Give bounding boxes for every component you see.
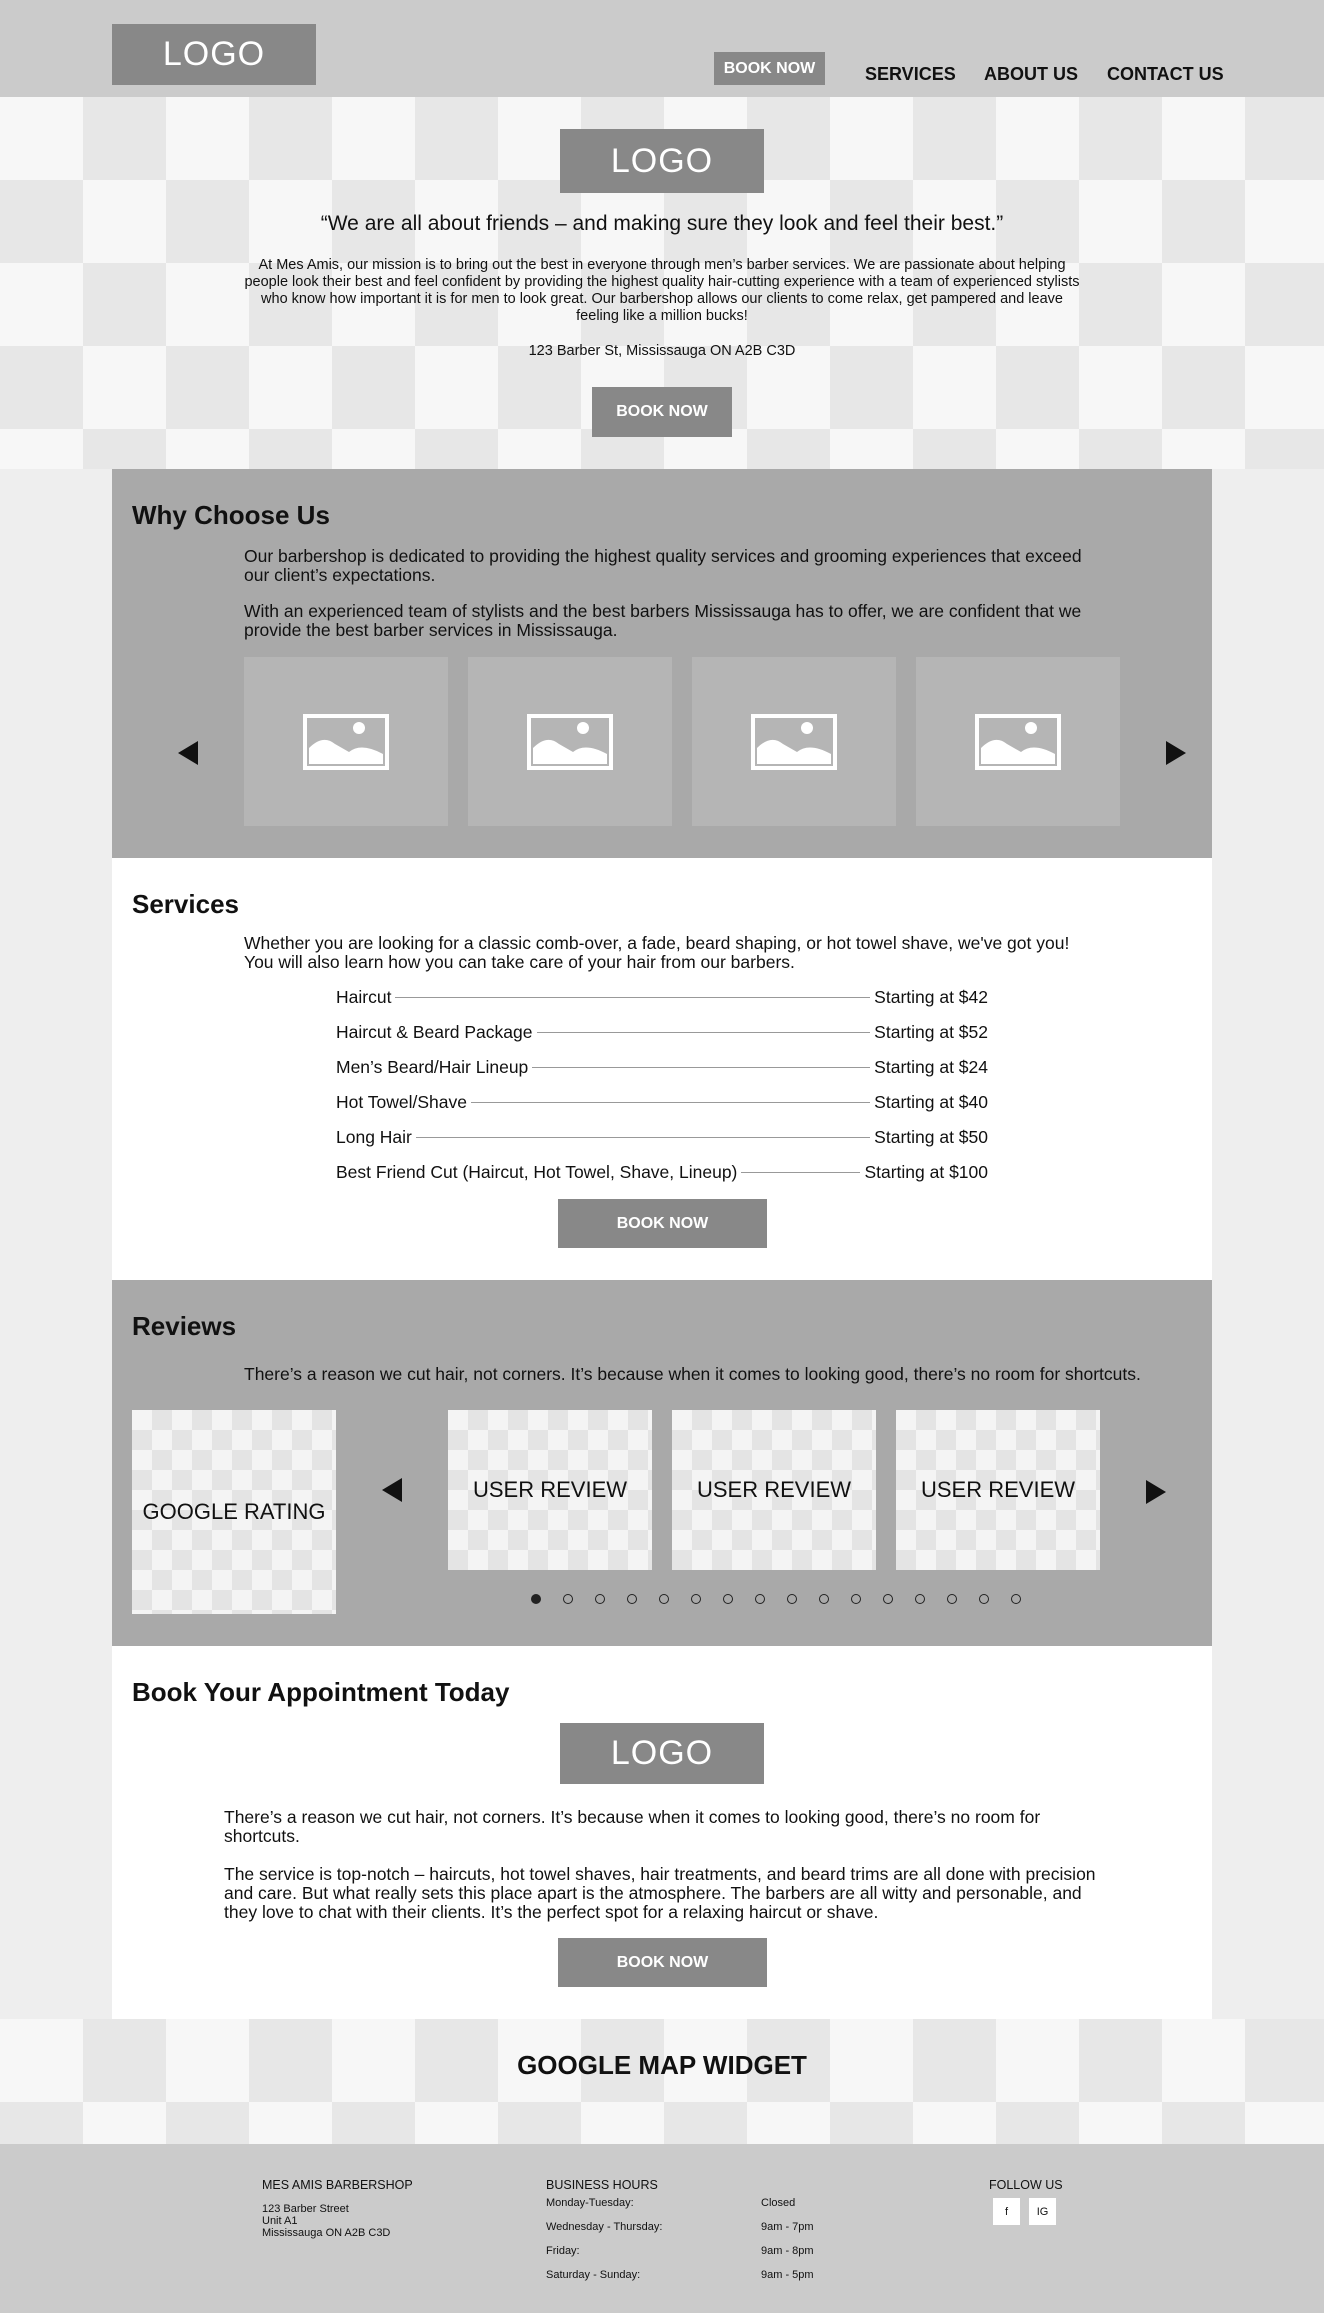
services-section — [112, 858, 1212, 1280]
hours-time: 9am - 7pm — [761, 2221, 814, 2233]
carousel-dot[interactable] — [723, 1594, 733, 1604]
services-book-now-button[interactable]: BOOK NOW — [558, 1199, 767, 1248]
facebook-icon[interactable]: f — [993, 2198, 1020, 2225]
hours-time: 9am - 5pm — [761, 2269, 814, 2281]
gallery-image — [692, 657, 896, 826]
service-row — [336, 1021, 988, 1043]
service-price: Starting at $50 — [874, 1126, 988, 1147]
carousel-dot[interactable] — [1011, 1594, 1021, 1604]
book-appointment-section — [112, 1646, 1212, 2019]
book-para-1: There’s a reason we cut hair, not corners. It’s because when it comes to looking good, there’s no room for shortcuts. — [224, 1807, 1041, 1846]
reviews-title: Reviews — [132, 1311, 237, 1341]
carousel-dot[interactable] — [851, 1594, 861, 1604]
service-row — [336, 1091, 988, 1113]
services-intro-line-2: You will also learn how you can take care of your hair from our barbers. — [244, 952, 795, 972]
service-name: Haircut — [336, 986, 392, 1007]
footer-hours-title: BUSINESS HOURS — [546, 2178, 658, 2192]
leader-line — [416, 1137, 870, 1138]
service-price: Starting at $24 — [874, 1056, 988, 1077]
service-price: Starting at $52 — [874, 1021, 988, 1042]
hero-address: 123 Barber St, Mississauga ON A2B C3D — [528, 343, 796, 359]
why-para-2: With an experienced team of stylists and the best barbers Mississauga has to offer, we are confident that we provide the best barber services in Mississauga. — [244, 601, 1082, 640]
map-widget[interactable] — [0, 2019, 1324, 2144]
carousel-dot[interactable] — [531, 1594, 541, 1604]
carousel-dot[interactable] — [883, 1594, 893, 1604]
carousel-dot[interactable] — [691, 1594, 701, 1604]
service-row — [336, 1056, 988, 1078]
service-name: Long Hair — [336, 1126, 412, 1147]
nav-contact-us[interactable]: CONTACT US — [1107, 64, 1224, 84]
book-title: Book Your Appointment Today — [132, 1677, 510, 1707]
book-logo: LOGO — [560, 1723, 764, 1784]
book-now-button[interactable]: BOOK NOW — [558, 1938, 767, 1987]
service-price: Starting at $42 — [874, 986, 988, 1007]
image-icon — [751, 714, 837, 770]
instagram-icon[interactable]: IG — [1029, 2198, 1056, 2225]
nav-about-us[interactable]: ABOUT US — [984, 64, 1078, 84]
leader-line — [471, 1102, 870, 1103]
book-para-2: The service is top-notch – haircuts, hot towel shaves, hair treatments, and beard trims are all done with precision and care. But what really sets this place apart is the atmosphere. The barbers are all witty and personable, and they love to chat with their clients. It’s the perfect spot for a relaxing haircut or shave. — [224, 1864, 1096, 1922]
image-icon — [303, 714, 389, 770]
gallery-image — [244, 657, 448, 826]
leader-line — [395, 997, 870, 998]
header-book-now-button[interactable]: BOOK NOW — [714, 52, 825, 85]
gallery-prev-arrow[interactable] — [178, 741, 198, 765]
reviews-prev-arrow[interactable] — [382, 1478, 402, 1502]
carousel-dot[interactable] — [915, 1594, 925, 1604]
carousel-dot[interactable] — [787, 1594, 797, 1604]
services-title: Services — [132, 889, 239, 919]
footer-business-name: MES AMIS BARBERSHOP — [262, 2178, 413, 2192]
service-price: Starting at $40 — [874, 1091, 988, 1112]
why-para-1: Our barbershop is dedicated to providing the highest quality services and grooming experiences that exceed our client’s expectations. — [244, 546, 1082, 585]
hero-book-now-button[interactable]: BOOK NOW — [592, 387, 732, 437]
leader-line — [537, 1032, 871, 1033]
reviews-intro: There’s a reason we cut hair, not corners. It’s because when it comes to looking good, there’s no room for shortcuts. — [244, 1364, 1141, 1384]
carousel-dot[interactable] — [627, 1594, 637, 1604]
map-widget-label: GOOGLE MAP WIDGET — [517, 2050, 807, 2080]
service-row — [336, 1126, 988, 1148]
image-icon — [527, 714, 613, 770]
carousel-dot[interactable] — [819, 1594, 829, 1604]
footer-follow-title: FOLLOW US — [989, 2178, 1063, 2192]
leader-line — [532, 1067, 870, 1068]
hero-quote: “We are all about friends – and making sure they look and feel their best.” — [320, 212, 1004, 235]
hero-logo: LOGO — [560, 129, 764, 193]
hours-days: Wednesday - Thursday: — [546, 2221, 663, 2233]
service-name: Men’s Beard/Hair Lineup — [336, 1056, 529, 1077]
reviews-section — [112, 1280, 1212, 1646]
header-logo[interactable]: LOGO — [112, 24, 316, 85]
carousel-dot[interactable] — [755, 1594, 765, 1604]
user-review-card[interactable]: USER REVIEW — [672, 1410, 876, 1570]
service-name: Hot Towel/Shave — [336, 1091, 468, 1112]
footer-address-line: 123 Barber Street — [262, 2203, 349, 2215]
service-price: Starting at $100 — [864, 1161, 988, 1182]
hours-time: 9am - 8pm — [761, 2245, 814, 2257]
nav-services[interactable]: SERVICES — [865, 64, 956, 84]
carousel-dot[interactable] — [947, 1594, 957, 1604]
image-icon — [975, 714, 1061, 770]
why-choose-us-section — [112, 469, 1212, 858]
services-intro-line-1: Whether you are looking for a classic comb-over, a fade, beard shaping, or hot towel shave, we've got you! — [244, 933, 1070, 953]
hours-time: Closed — [761, 2197, 796, 2209]
hours-days: Saturday - Sunday: — [546, 2269, 641, 2281]
google-rating-widget[interactable]: GOOGLE RATING — [132, 1410, 336, 1614]
gallery-next-arrow[interactable] — [1166, 741, 1186, 765]
hero-mission: At Mes Amis, our mission is to bring out the best in everyone through men’s barber services. We are passionate about helping people look their best and feel confident by providing the highest quality hair-cutting experience with a team of experienced stylists who know how important it is for men to look great. Our barbershop allows our clients to come relax, get pampered and leave feeling like a million bucks! — [244, 257, 1080, 324]
service-row — [336, 1161, 988, 1183]
hours-days: Monday-Tuesday: — [546, 2197, 634, 2209]
service-name: Best Friend Cut (Haircut, Hot Towel, Shave, Lineup) — [336, 1161, 738, 1182]
carousel-dot[interactable] — [979, 1594, 989, 1604]
service-row — [336, 986, 988, 1008]
site-footer — [0, 2144, 1324, 2313]
hours-days: Friday: — [546, 2245, 580, 2257]
why-title: Why Choose Us — [132, 500, 330, 530]
gallery-image — [916, 657, 1120, 826]
carousel-dot[interactable] — [659, 1594, 669, 1604]
hero-section — [0, 97, 1324, 469]
site-header — [0, 0, 1324, 97]
carousel-dot[interactable] — [595, 1594, 605, 1604]
user-review-card[interactable]: USER REVIEW — [896, 1410, 1100, 1570]
carousel-dot[interactable] — [563, 1594, 573, 1604]
gallery-image — [468, 657, 672, 826]
user-review-card[interactable]: USER REVIEW — [448, 1410, 652, 1570]
reviews-next-arrow[interactable] — [1146, 1480, 1166, 1504]
footer-address-line: Unit A1 — [262, 2215, 298, 2227]
leader-line — [741, 1172, 860, 1173]
footer-address-line: Mississauga ON A2B C3D — [262, 2227, 391, 2239]
service-name: Haircut & Beard Package — [336, 1021, 533, 1042]
